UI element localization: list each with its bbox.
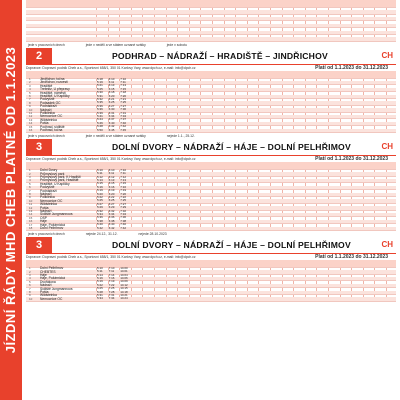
note-not-1-1: nejede 1.1., 25.12.: [166, 133, 195, 138]
departure-time: 7:10: [108, 265, 115, 270]
departure-time: 5:25: [97, 286, 103, 291]
table-row: [26, 37, 396, 41]
stop-index: 5: [29, 279, 31, 284]
departure-time: 5:10: [97, 167, 103, 172]
stop-name: Pošta: [40, 121, 49, 126]
departure-time: 7:40: [120, 222, 127, 227]
table-row: [26, 227, 396, 231]
departure-time: 5:38: [97, 218, 103, 223]
departure-time: 6:27: [108, 201, 115, 206]
departure-time: 6:11: [108, 171, 115, 176]
side-title-strip: [0, 0, 22, 400]
departure-time: 7:31: [108, 292, 115, 297]
stop-index: 3: [29, 83, 31, 88]
stop-index: 15: [29, 215, 33, 220]
stop-name: Jindřichov, rozcestí: [40, 80, 68, 85]
timetable-section-2: [26, 48, 396, 139]
departure-time: 6:38: [108, 218, 115, 223]
departure-time: 7:14: [108, 272, 115, 277]
departure-time: 7:38: [120, 218, 127, 223]
departure-time: 5:50: [97, 127, 103, 132]
departure-time: 14:01: [120, 269, 128, 274]
departure-time: 6:34: [108, 113, 115, 118]
departure-time: 6:15: [108, 86, 115, 91]
stop-index: 4: [29, 87, 31, 92]
stop-index: 13: [29, 208, 33, 213]
stop-name: Nemocnice OC: [40, 198, 63, 203]
timetable-section-3b: [26, 237, 396, 303]
operator-logo: CH: [381, 51, 393, 61]
valid-range: Platí od 1.1.2023 do 31.12.2023: [315, 155, 388, 162]
departure-time: 6:20: [108, 93, 115, 98]
stop-index: 16: [29, 219, 33, 224]
stop-name: Poliklinika: [40, 111, 55, 115]
departure-time: 5:19: [97, 188, 103, 193]
stop-name: Nádraží: [40, 208, 52, 213]
departure-time: 6:27: [108, 103, 115, 108]
departure-time: 5:41: [97, 113, 103, 118]
departure-time: 6:42: [108, 225, 115, 230]
departure-time: 7:13: [120, 177, 127, 182]
departure-time: 5:35: [97, 100, 103, 105]
section-header: [26, 139, 396, 156]
stop-name: Průmyslový park, K Hradišti: [40, 174, 81, 179]
stop-index: 12: [29, 114, 33, 119]
departure-time: 14:12: [120, 282, 128, 287]
stop-name: Dolní Pelhřimov: [40, 266, 64, 271]
stop-index: 10: [29, 107, 33, 112]
timetable-fragment-top: [26, 0, 396, 43]
stop-name: Wildsteinka: [40, 293, 57, 298]
stop-name: Hradiště, U Kapličky: [40, 94, 70, 98]
departure-time: 7:34: [108, 296, 115, 301]
departure-time: 5:25: [97, 86, 103, 91]
side-title: JÍZDNÍ ŘÁDY MHD CHEB PLATNÉ OD 1.1.2023: [3, 46, 18, 354]
stop-index: 1: [29, 77, 31, 81]
departure-time: 6:21: [108, 96, 115, 101]
stop-name: Dolní Dvory: [40, 168, 58, 173]
stop-index: 4: [29, 178, 31, 183]
stop-index: 18: [29, 225, 33, 230]
departure-time: 5:36: [97, 107, 103, 112]
departure-time: 7:34: [120, 211, 127, 216]
departure-time: 7:40: [120, 120, 127, 125]
departure-time: 5:36: [97, 215, 103, 220]
stop-index: 13: [29, 117, 33, 122]
departure-time: 7:19: [108, 279, 115, 284]
stop-name: Podnádraží: [40, 104, 57, 109]
departure-time: 5:30: [97, 90, 103, 95]
note-not-26-10: nejede 28.10.2023: [138, 231, 167, 236]
stop-name: Hradiště, U Kapličky: [40, 181, 70, 186]
departure-time: 5:12: [97, 174, 103, 179]
departure-time: 5:32: [97, 96, 103, 101]
departure-time: 6:10: [108, 76, 115, 81]
departure-time: 6:31: [108, 110, 115, 115]
stop-name: Nádraží: [40, 283, 52, 288]
departure-time: 7:31: [120, 110, 127, 115]
departure-time: 7:20: [120, 93, 127, 98]
stop-index: 8: [29, 100, 31, 105]
departure-time: 14:00: [120, 265, 128, 270]
departure-time: 7:10: [120, 76, 127, 81]
departure-time: 7:22: [108, 282, 115, 287]
departure-time: 5:13: [97, 177, 103, 182]
operator-logo: CH: [381, 142, 393, 152]
departure-time: 14:09: [120, 279, 128, 284]
stop-index: 3: [29, 272, 31, 277]
stop-name: Podsadek OC: [40, 100, 61, 105]
departure-time: 7:13: [120, 83, 127, 88]
departure-time: 7:11: [120, 79, 126, 84]
note-sundays: jede v neděli a ve státem uznané svátky: [85, 133, 146, 138]
timetable-grid: [26, 162, 396, 232]
note-sundays: jede v neděli a ve státem uznané svátky: [85, 42, 146, 47]
stop-name: Dvořákova: [40, 279, 56, 284]
stop-index: 6: [29, 94, 31, 98]
stop-name: Wildsteinka: [40, 202, 57, 207]
stop-name: Trebnitz, U přepravy: [40, 87, 70, 92]
departure-time: 6:40: [108, 120, 115, 125]
departure-time: 5:11: [97, 171, 103, 176]
timetable-grid: [26, 71, 396, 134]
stop-index: 9: [29, 293, 31, 298]
operator-text: Dopravce: Dopravní podnik Cheb a.s., Sportovní 658/1, 350 01 Karlovy Vary, www.dpch.cz, e-mail: info@dpch.cz: [26, 156, 196, 161]
stop-name: Podvyšně: [40, 185, 55, 190]
departure-time: 5:48: [97, 124, 103, 129]
stop-name: Podvyšně: [40, 97, 55, 102]
stop-index: 15: [29, 124, 33, 129]
stop-name: Hradiště: [40, 83, 53, 88]
stop-index: 3: [29, 174, 31, 179]
departure-time: 5:31: [97, 292, 103, 297]
departure-time: 5:14: [97, 272, 103, 277]
departure-time: 6:36: [108, 215, 115, 220]
departure-time: 6:30: [108, 107, 115, 112]
departure-time: 7:11: [120, 171, 126, 176]
stop-index: 6: [29, 185, 31, 190]
line-number: 3: [26, 237, 52, 253]
departure-time: 6:10: [108, 167, 115, 172]
stop-index: 1: [29, 168, 31, 173]
departure-time: 14:04: [120, 272, 128, 277]
timetable-grid: [26, 260, 396, 303]
departure-time: 14:18: [120, 289, 128, 294]
stop-index: 8: [29, 191, 31, 196]
departure-time: 7:30: [120, 107, 127, 112]
departure-time: 7:45: [120, 127, 127, 132]
stop-name: Pošta: [40, 205, 49, 210]
stop-name: Průmyslový park: [40, 171, 65, 176]
valid-range: Platí od 1.1.2023 do 31.12.2023: [315, 253, 388, 260]
stop-name: Háje, Požárnická: [40, 276, 65, 281]
departure-time: 7:25: [120, 198, 127, 203]
departure-time: 5:15: [97, 181, 103, 186]
departure-time: 6:32: [108, 208, 115, 213]
departure-time: 5:31: [97, 93, 103, 98]
departure-time: 5:32: [97, 208, 103, 213]
departure-time: 14:06: [120, 275, 128, 280]
departure-time: 6:40: [108, 222, 115, 227]
note-workdays: jede v pracovních dnech: [28, 133, 65, 138]
line-title: DOLNÍ DVORY – NÁDRAŽÍ – HÁJE – DOLNÍ PELHŘIMOV: [112, 141, 351, 152]
stop-name: Nemocnice OC: [40, 296, 63, 301]
stop-index: 17: [29, 222, 33, 227]
stop-name: Háje: [40, 219, 47, 224]
line-number: 2: [26, 48, 52, 64]
stop-name: Podhrad, sídliště: [40, 124, 65, 129]
departure-time: 6:34: [108, 211, 115, 216]
section-header: [26, 237, 396, 254]
stop-name: Podhrad, točna: [40, 128, 63, 132]
stop-index: 5: [29, 181, 31, 186]
stop-index: 4: [29, 276, 31, 281]
departure-time: 7:10: [120, 167, 127, 172]
departure-time: 6:11: [108, 79, 115, 84]
stop-name: Podnádraží: [40, 188, 57, 193]
stop-name: Průmyslový park, Hradiště: [40, 178, 79, 183]
stop-name: Nádraží: [40, 107, 52, 112]
departure-time: 7:25: [108, 286, 115, 291]
note-not-24-12: nejede 24.12., 31.12.: [85, 231, 118, 236]
departure-time: 7:16: [120, 184, 127, 189]
stop-name: Hradiště, náměstí: [40, 90, 66, 95]
stop-name: Jindřichov, točna: [40, 77, 65, 81]
departure-time: 5:19: [97, 79, 103, 84]
stop-index: 14: [29, 121, 33, 126]
stop-index: 2: [29, 80, 31, 85]
departure-time: 6:15: [108, 181, 115, 186]
departure-time: 6:25: [108, 100, 115, 105]
departure-time: 5:16: [97, 275, 103, 280]
departure-time: 5:46: [97, 120, 103, 125]
stop-name: Poliklinika: [40, 195, 55, 200]
stop-name: Pošta: [40, 289, 49, 294]
operator-logo: CH: [381, 240, 393, 250]
stop-name: Wildsteinka: [40, 117, 57, 122]
departure-time: 7:22: [120, 194, 127, 199]
departure-time: 5:39: [97, 110, 103, 115]
departure-time: 5:34: [97, 211, 103, 216]
stop-index: 11: [29, 111, 33, 115]
departure-time: 5:20: [97, 191, 103, 196]
operator-text: Dopravce: Dopravní podnik Cheb a.s., Sportovní 658/1, 350 01 Karlovy Vary, www.dpch.cz, e-mail: info@dpch.cz: [26, 254, 196, 259]
departure-time: 7:12: [120, 174, 127, 179]
departure-time: 6:13: [108, 83, 115, 88]
departure-time: 5:44: [97, 117, 103, 122]
stop-name: Háje, Požárnická: [40, 222, 65, 227]
departure-time: 14:24: [120, 296, 128, 301]
departure-time: 7:29: [120, 205, 127, 210]
timetable-page: [26, 0, 396, 400]
departure-time: 6:25: [108, 198, 115, 203]
departure-time: 6:18: [108, 90, 115, 95]
departure-time: 5:11: [97, 269, 103, 274]
departure-time: 6:45: [108, 127, 115, 132]
stop-name: OSP: [40, 215, 47, 220]
departure-time: 5:28: [97, 289, 103, 294]
departure-time: 7:32: [120, 208, 127, 213]
departure-time: 7:27: [120, 201, 127, 206]
departure-time: 6:37: [108, 117, 115, 122]
note-saturdays: jede v sobotu: [166, 42, 187, 47]
stop-index: 6: [29, 283, 31, 288]
stop-name: Dolní Pelhřimov: [40, 225, 64, 230]
departure-time: 7:25: [120, 100, 127, 105]
departure-time: 7:19: [120, 188, 127, 193]
stop-name: Nádraží: [40, 191, 52, 196]
departure-time: 5:36: [97, 103, 103, 108]
section-header: [26, 48, 396, 65]
stop-index: 14: [29, 212, 33, 217]
stop-index: 7: [29, 286, 31, 291]
departure-time: 7:18: [120, 90, 127, 95]
departure-time: 6:22: [108, 194, 115, 199]
departure-time: 5:29: [97, 205, 103, 210]
departure-time: 7:34: [120, 113, 127, 118]
departure-time: 6:20: [108, 191, 115, 196]
stop-index: 10: [29, 198, 33, 203]
departure-time: 5:40: [97, 222, 103, 227]
departure-time: 7:21: [120, 96, 127, 101]
departure-time: 5:34: [97, 296, 103, 301]
departure-time: 5:21: [97, 83, 103, 88]
departure-time: 7:16: [108, 275, 115, 280]
note-workdays: jede v pracovních dnech: [28, 42, 65, 47]
stop-index: 7: [29, 97, 31, 102]
departure-time: 5:16: [97, 184, 103, 189]
departure-time: 6:19: [108, 188, 115, 193]
stop-index: 11: [29, 202, 33, 207]
stop-index: 5: [29, 90, 31, 95]
departure-time: 14:15: [120, 286, 128, 291]
departure-time: 5:10: [97, 265, 103, 270]
stop-index: 10: [29, 296, 33, 301]
stop-name: Háje: [40, 272, 47, 277]
departure-time: 5:27: [97, 201, 103, 206]
departure-time: 5:19: [97, 279, 103, 284]
departure-time: 5:22: [97, 194, 103, 199]
departure-time: 6:12: [108, 174, 115, 179]
note-workdays: jede v pracovních dnech: [28, 231, 65, 236]
departure-time: 7:42: [120, 225, 127, 230]
departure-time: 7:27: [120, 103, 127, 108]
departure-time: 7:36: [120, 215, 127, 220]
stop-index: 2: [29, 171, 31, 176]
line-number: 3: [26, 139, 52, 155]
departure-time: 5:22: [97, 282, 103, 287]
departure-time: 14:21: [120, 292, 128, 297]
table-row: [26, 297, 396, 301]
stop-name: Sídliště Jungmannova: [40, 286, 73, 291]
valid-range: Platí od 1.1.2023 do 31.12.2023: [315, 64, 388, 71]
stop-index: 16: [29, 128, 33, 132]
stop-index: 7: [29, 188, 31, 193]
departure-time: 7:20: [120, 191, 127, 196]
departure-time: 5:18: [97, 76, 103, 81]
departure-time: 7:15: [120, 86, 127, 91]
stop-index: 12: [29, 205, 33, 210]
departure-time: 7:37: [120, 117, 127, 122]
departure-time: 5:25: [97, 198, 103, 203]
line-title: PODHRAD – NÁDRAŽÍ – HRADIŠTĚ – JINDŘICHOV: [112, 50, 328, 61]
departure-time: 7:42: [120, 124, 127, 129]
table-row: [26, 129, 396, 133]
stop-name: Sídliště Jungmannova: [40, 212, 73, 217]
line-title: DOLNÍ DVORY – NÁDRAŽÍ – HÁJE – DOLNÍ PELHŘIMOV: [112, 239, 351, 250]
operator-text: Dopravce: Dopravní podnik Cheb a.s., Sportovní 658/1, 350 01 Karlovy Vary, www.dpch.cz, e-mail: info@dpch.cz: [26, 65, 196, 70]
departure-time: 7:28: [108, 289, 115, 294]
stop-index: 2: [29, 269, 31, 274]
stop-name: Nemocnice OC: [40, 114, 63, 119]
stop-index: 9: [29, 104, 31, 109]
departure-time: 6:42: [108, 124, 115, 129]
departure-time: 6:13: [108, 177, 115, 182]
stop-index: 9: [29, 195, 31, 200]
stop-name: CHEBTES: [40, 269, 56, 274]
departure-time: 7:15: [120, 181, 127, 186]
departure-time: 7:11: [108, 269, 115, 274]
departure-time: 6:29: [108, 205, 115, 210]
timetable-section-3: [26, 139, 396, 237]
stop-index: 8: [29, 289, 31, 294]
stop-index: 1: [29, 266, 31, 271]
departure-time: 5:42: [97, 225, 103, 230]
departure-time: 6:16: [108, 184, 115, 189]
